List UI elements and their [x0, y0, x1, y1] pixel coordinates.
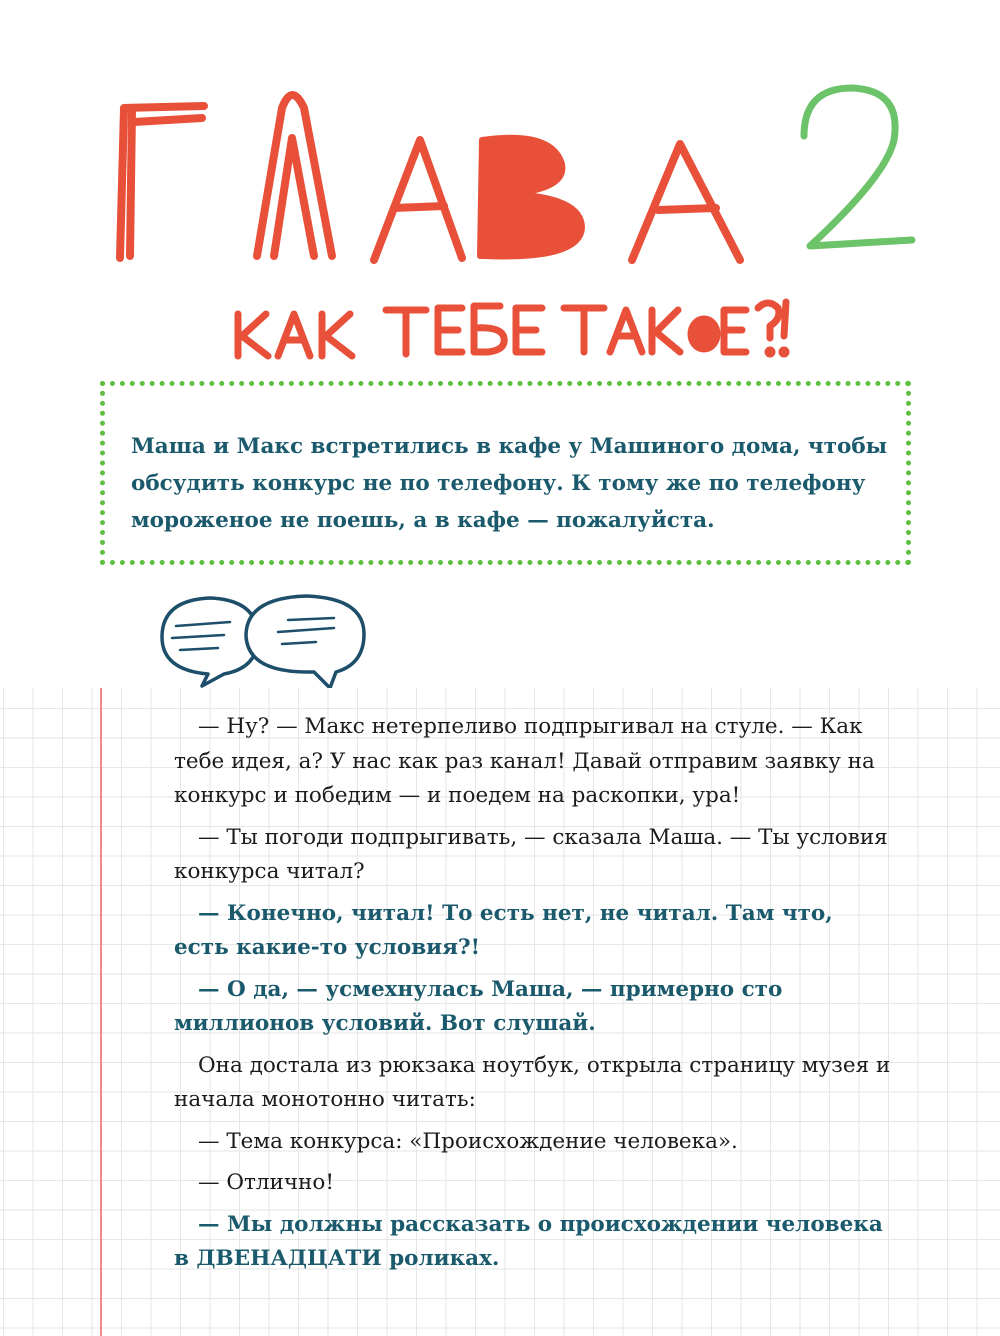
chapter-number: [790, 78, 920, 268]
letter-a1: [374, 140, 462, 260]
dialogue-paragraph: — Ты погоди подпрыгивать, — сказала Маша. — Ты условия конкурса читал?: [174, 824, 888, 884]
letter-g: [120, 106, 204, 258]
dialogue-paragraph: — Мы должны рассказать о происхождении человека в ДВЕНАДЦАТИ роликах.: [174, 1211, 883, 1271]
notebook-page: [0, 688, 1000, 1336]
dialogue: [174, 710, 894, 1284]
chapter-title: [112, 78, 752, 268]
dialogue-paragraph: — Тема конкурса: «Происхождение человека».: [198, 1128, 738, 1154]
letter-a2: [632, 144, 740, 260]
letter-v: [480, 138, 582, 257]
intro-text: Маша и Макс встретились в кафе у Машиного дома, чтобы обсудить конкурс не по телефону. К тому же по телефону мороженое не поешь, а в кафе — пожалуйста.: [131, 434, 888, 533]
dialogue-paragraph: — Ну? — Макс нетерпеливо подпрыгивал на стуле. — Как тебе идея, а? У нас как раз канал! Давай отправим заявку на конкурс и победим — и поедем на раскопки, ура!: [174, 714, 875, 808]
dialogue-paragraph: Она достала из рюкзака ноутбук, открыла страницу музея и начала монотонно читать:: [174, 1052, 891, 1112]
intro-box: [100, 381, 911, 565]
dialogue-paragraph: — Отлично!: [198, 1170, 334, 1195]
margin-line: [100, 688, 102, 1336]
dialogue-paragraph: — Конечно, читал! То есть нет, не читал. Там что, есть какие-то условия?!: [174, 900, 833, 960]
chapter-subtitle: [230, 296, 790, 362]
dialogue-paragraph: — О да, — усмехнулась Маша, — примерно сто миллионов условий. Вот слушай.: [174, 976, 783, 1036]
letter-l: [257, 95, 332, 256]
speech-bubbles-icon: [158, 592, 368, 690]
